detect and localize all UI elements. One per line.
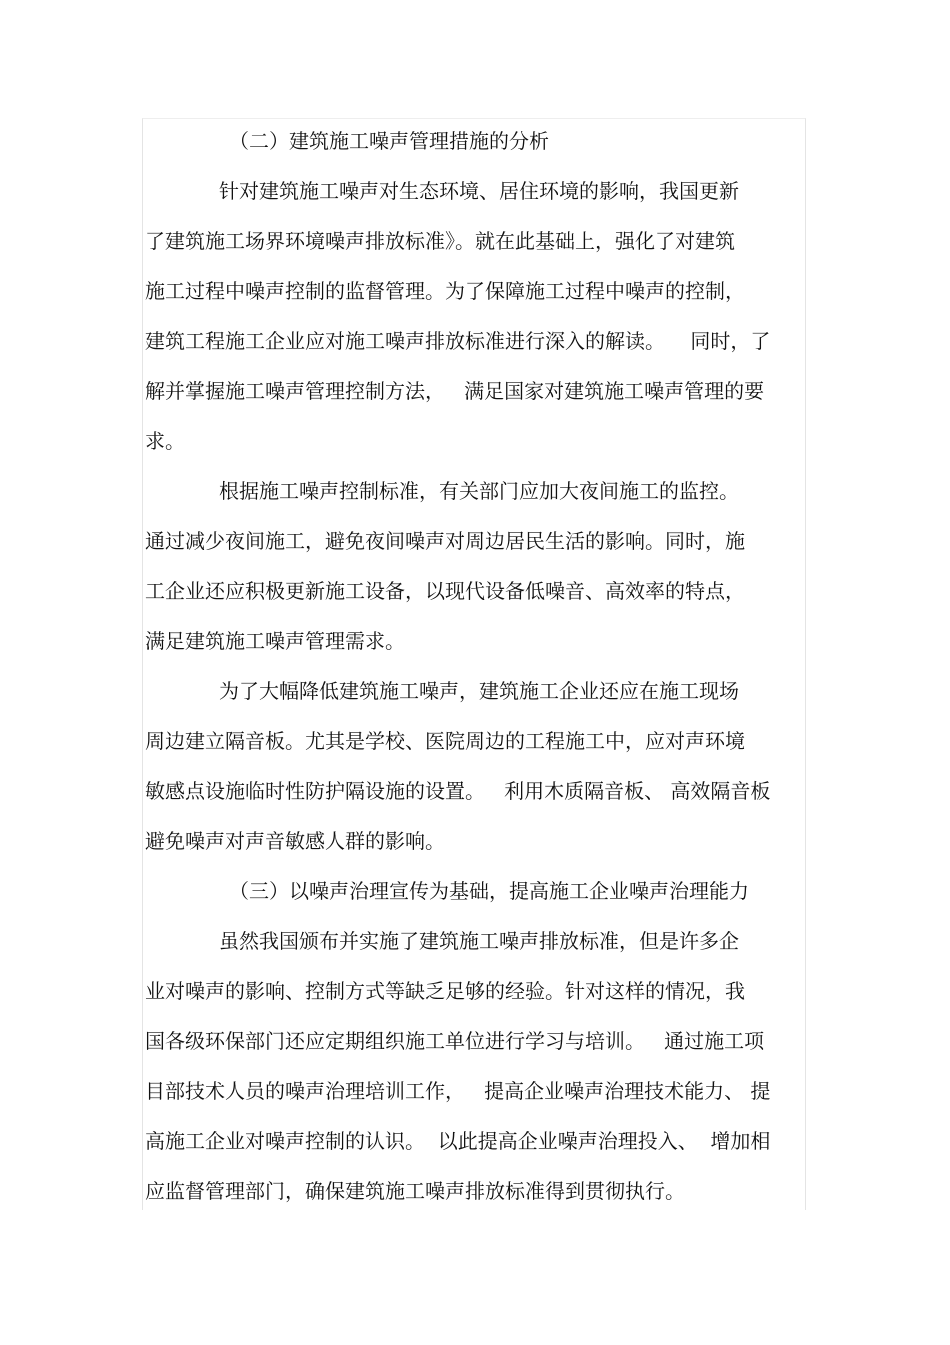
paragraph-line: 虽然我国颁布并实施了建筑施工噪声排放标准，但是许多企: [219, 929, 739, 953]
paragraph-line: 敏感点设施临时性防护隔设施的设置。 利用木质隔音板、 高效隔音板: [145, 779, 771, 803]
paragraph-line: 目部技术人员的噪声治理培训工作， 提高企业噪声治理技术能力、 提: [145, 1079, 771, 1103]
paragraph-line: 周边建立隔音板。尤其是学校、医院周边的工程施工中，应对声环境: [145, 729, 745, 753]
paragraph-line: 了建筑施工场界环境噪声排放标准》。就在此基础上，强化了对建筑: [145, 229, 735, 253]
paragraph-line: 针对建筑施工噪声对生态环境、居住环境的影响，我国更新: [219, 179, 739, 203]
paragraph-line: 为了大幅降低建筑施工噪声，建筑施工企业还应在施工现场: [219, 679, 739, 703]
paragraph-line: 求。: [145, 429, 185, 453]
section-heading-3: （三）以噪声治理宣传为基础，提高施工企业噪声治理能力: [229, 879, 749, 903]
paragraph-line: 解并掌握施工噪声管理控制方法， 满足国家对建筑施工噪声管理的要: [145, 379, 765, 403]
paragraph-line: 根据施工噪声控制标准，有关部门应加大夜间施工的监控。: [219, 479, 739, 503]
paragraph-line: 通过减少夜间施工，避免夜间噪声对周边居民生活的影响。同时，施: [145, 529, 745, 553]
paragraph-line: 应监督管理部门，确保建筑施工噪声排放标准得到贯彻执行。: [145, 1179, 685, 1203]
paragraph-line: 避免噪声对声音敏感人群的影响。: [145, 829, 445, 853]
paragraph-line: 业对噪声的影响、控制方式等缺乏足够的经验。针对这样的情况，我: [145, 979, 745, 1003]
paragraph-line: 国各级环保部门还应定期组织施工单位进行学习与培训。 通过施工项: [145, 1029, 765, 1053]
paragraph-line: 工企业还应积极更新施工设备，以现代设备低噪音、高效率的特点，: [145, 579, 745, 603]
paragraph-line: 满足建筑施工噪声管理需求。: [145, 629, 405, 653]
paragraph-line: 高施工企业对噪声控制的认识。 以此提高企业噪声治理投入、 增加相: [145, 1129, 771, 1153]
paragraph-line: 建筑工程施工企业应对施工噪声排放标准进行深入的解读。 同时，了: [145, 329, 771, 353]
section-heading-2: （二）建筑施工噪声管理措施的分析: [229, 129, 549, 153]
paragraph-line: 施工过程中噪声控制的监督管理。为了保障施工过程中噪声的控制，: [145, 279, 745, 303]
